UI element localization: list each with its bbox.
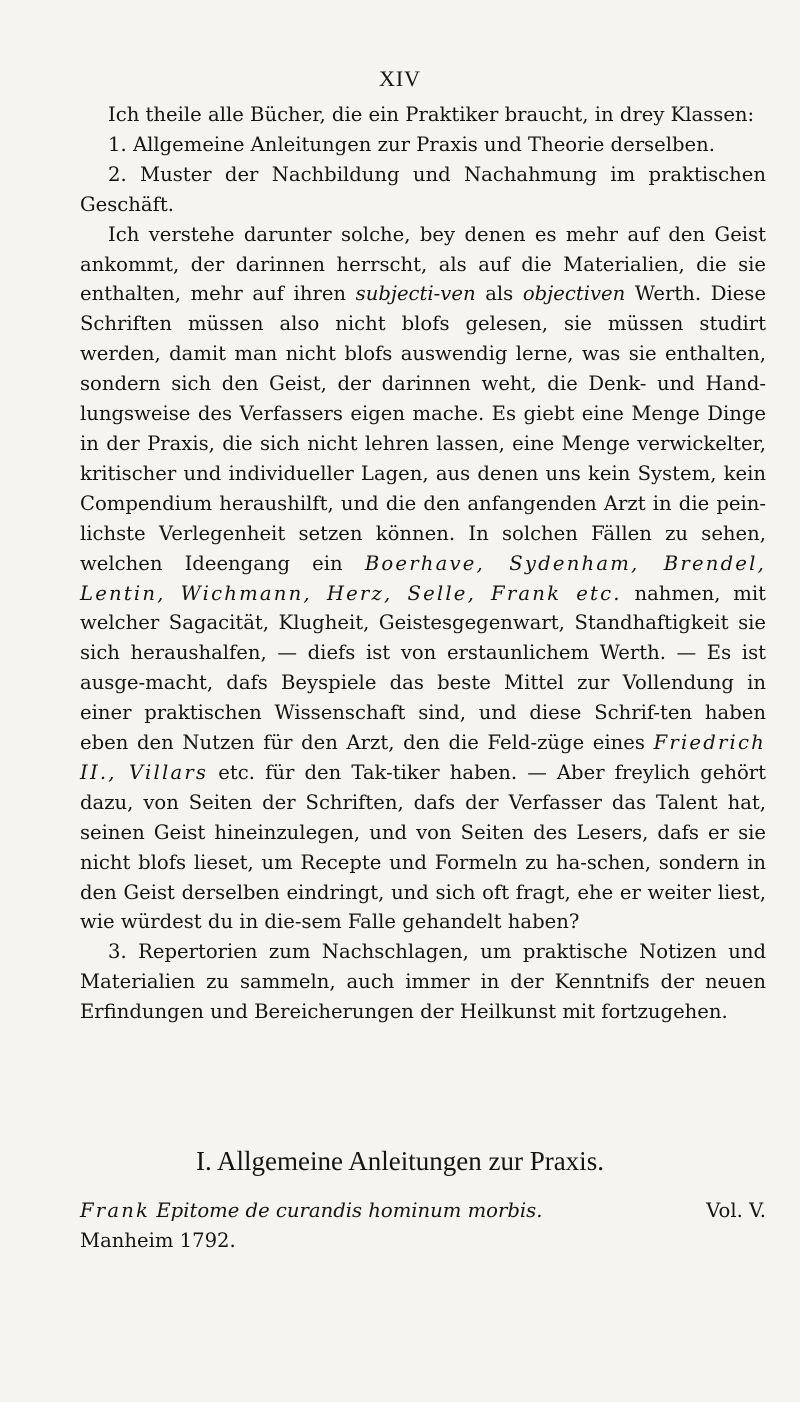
list-number: 3. [108, 940, 127, 964]
list-item-3 [80, 937, 766, 1027]
text-run: etc. für den Tak-tiker haben. — Aber freylich gehört dazu, von Seiten der Schriften, dafs der Verfasser das Talent hat, seinen Geist hineinzulegen, und von Seiten des Lesers, dafs er sie nicht blofs lieset, um Recepte und Formeln zu ha-schen, sondern in den Geist derselben eindringt, und sich oft fragt, ehe er weiter liest, wie würdest du in die-sem Falle gehandelt haben? [80, 760, 766, 934]
section-heading: I. Allgemeine Anleitungen zur Praxis. [196, 1146, 604, 1176]
text-run: Ich verstehe darunter solche, bey denen es mehr auf den Geist ankommt, der darinnen herrscht, als auf die Materialien, die sie enthalten, mehr auf ihren [80, 222, 766, 306]
page-number: XIV [378, 66, 422, 91]
entry-author: Frank [80, 1199, 151, 1222]
page-body [80, 100, 766, 1027]
paragraph-intro: Ich theile alle Bücher, die ein Praktiker braucht, in drey Klassen: [108, 103, 755, 126]
list-item-1 [80, 130, 766, 160]
text-run: nahmen, mit welcher Sagacität, Klugheit, Geistesgegenwart, Standhaftigkeit sie sich heraushalfen, — diefs ist von erstaunlichem Werth. — Es ist ausge-macht, dafs Beyspiele das beste Mittel zur Vollendung in einer praktischen Wissenschaft sind, und diese Schrif-ten haben eben den Nutzen für den Arzt, den die Feld-züge eines [80, 581, 766, 755]
entry-place-year: Manheim 1792. [80, 1228, 236, 1252]
list-text: Muster der Nachbildung und Nachahmung im praktischen Geschäft. [80, 162, 766, 216]
list-text: Allgemeine Anleitungen zur Praxis und Theorie derselben. [132, 132, 715, 156]
entry-volume: Vol. V. [706, 1199, 766, 1222]
list-number: 1. [108, 132, 127, 156]
bibliography-entry [80, 1196, 766, 1256]
text-run: als [485, 282, 514, 306]
entry-title: Epitome de curandis hominum morbis. [156, 1199, 543, 1222]
list-text: Repertorien zum Nachschlagen, um praktische Notizen und Materialien zu sammeln, auch immer in der Kenntnifs der neuen Erfindungen und Bereicherungen der Heilkunst mit fortzugehen. [80, 940, 766, 1024]
commander-names: Friedrich II., Villars [80, 731, 767, 784]
physician-names: Boerhave, Sydenham, Brendel, Lentin, Wichmann, Herz, Selle, Frank etc. [80, 551, 766, 605]
entry-line-1 [80, 1196, 766, 1226]
emphasis-subjectiven: subjecti-ven [355, 282, 476, 306]
text-run: Werth. Diese Schriften müssen also nicht blofs gelesen, sie müssen studirt werden, damit man nicht blofs auswendig lerne, was sie enthalten, sondern sich den Geist, der darinnen weht, die Denk- und Hand-lungsweise des Verfassers eigen mache. Es giebt eine Menge Dinge in der Praxis, die sich nicht lehren lassen, eine Menge verwickelter, kritischer und individueller Lagen, aus denen uns kein System, kein Compendium heraushilft, und die den anfangenden Arzt in die pein-lichste Verlegenheit setzen können. In solchen Fällen zu sehen, welchen Ideengang ein [80, 282, 766, 575]
list-number: 2. [108, 162, 127, 186]
emphasis-objectiven: objectiven [522, 282, 626, 306]
list-item-2 [80, 160, 766, 220]
paragraph-explanation [80, 220, 766, 938]
entry-author-title [80, 1196, 542, 1226]
